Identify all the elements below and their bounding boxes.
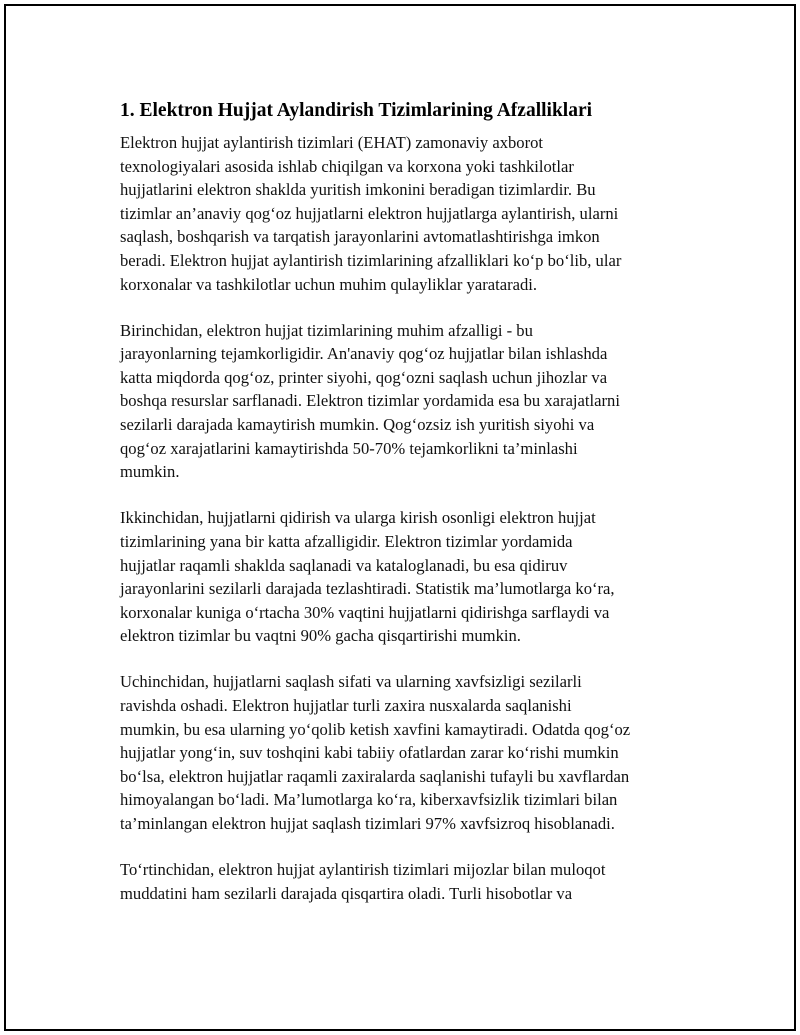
text-line: korxonalar kuniga o‘rtacha 30% vaqtini hujjatlarni qidirishga sarflaydi va [120, 602, 610, 622]
text-line: Ikkinchidan, hujjatlarni qidirish va ularga kirish osonligi elektron hujjat [120, 508, 596, 528]
text-line: texnologiyalari asosida ishlab chiqilgan va korxona yoki tashkilotlar [120, 156, 574, 176]
text-line: saqlash, boshqarish va tarqatish jarayonlarini avtomatlashtirishga imkon [120, 227, 600, 247]
section-heading: 1. Elektron Hujjat Aylandirish Tizimlarining Afzalliklari [120, 100, 593, 121]
text-line: Uchinchidan, hujjatlarni saqlash sifati va ularning xavfsizligi sezilarli [120, 672, 582, 692]
paragraphs [120, 131, 700, 905]
text-line: beradi. Elektron hujjat aylantirish tizimlarining afzalliklari ko‘p bo‘lib, ular [120, 250, 622, 270]
text-line: jarayonlarning tejamkorligidir. An'anaviy qog‘oz hujjatlar bilan ishlashda [120, 344, 608, 364]
text-line: mumkin, bu esa ularning yo‘qolib ketish xavfini kamaytiradi. Odatda qog‘oz [120, 719, 631, 739]
paragraph [120, 319, 700, 484]
text-line: himoyalangan bo‘ladi. Ma’lumotlarga ko‘ra, kiberxavfsizlik tizimlari bilan [120, 790, 618, 810]
text-line: ta’minlangan elektron hujjat saqlash tizimlari 97% xavfsizroq hisoblanadi. [120, 813, 615, 833]
text-line: tizimlar an’anaviy qog‘oz hujjatlarni elektron hujjatlarga aylantirish, ularni [120, 203, 619, 223]
text-line: To‘rtinchidan, elektron hujjat aylantirish tizimlari mijozlar bilan muloqot [120, 860, 606, 880]
paragraph [120, 131, 700, 296]
text-line: hujjatlar raqamli shaklda saqlanadi va kataloglanadi, bu esa qidiruv [120, 555, 568, 575]
text-line: muddatini ham sezilarli darajada qisqartira oladi. Turli hisobotlar va [120, 883, 573, 903]
text-line: hujjatlarini elektron shaklda yuritish imkonini beradigan tizimlardir. Bu [120, 180, 596, 200]
text-line: mumkin. [120, 462, 180, 482]
document-body [120, 98, 700, 928]
paragraph [120, 670, 700, 835]
text-line: katta miqdorda qog‘oz, printer siyohi, qog‘ozni saqlash uchun jihozlar va [120, 367, 608, 387]
text-line: Birinchidan, elektron hujjat tizimlarining muhim afzalligi - bu [120, 320, 533, 340]
text-line: hujjatlar yong‘in, suv toshqini kabi tabiiy ofatlardan zarar ko‘rishi mumkin [120, 743, 619, 763]
paragraph [120, 506, 700, 648]
text-line: boshqa resurslar sarflanadi. Elektron tizimlar yordamida esa bu xarajatlarni [120, 391, 620, 411]
text-line: Elektron hujjat aylantirish tizimlari (EHAT) zamonaviy axborot [120, 133, 544, 152]
text-line: jarayonlarini sezilarli darajada tezlashtiradi. Statistik ma’lumotlarga ko‘ra, [120, 579, 615, 599]
text-line: elektron tizimlar bu vaqtni 90% gacha qisqartirishi mumkin. [120, 626, 521, 646]
text-line: korxonalar va tashkilotlar uchun muhim qulayliklar yarataradi. [120, 274, 538, 294]
text-line: bo‘lsa, elektron hujjatlar raqamli zaxiralarda saqlanishi tufayli bu xavflardan [120, 766, 630, 786]
text-line: qog‘oz xarajatlarini kamaytirishda 50-70% tejamkorlikni ta’minlashi [120, 438, 578, 458]
page-frame [4, 4, 796, 1031]
text-line: sezilarli darajada kamaytirish mumkin. Qog‘ozsiz ish yuritish siyohi va [120, 415, 595, 435]
text-line: tizimlarining yana bir katta afzalligidir. Elektron tizimlar yordamida [120, 531, 573, 551]
text-line: ravishda oshadi. Elektron hujjatlar turli zaxira nusxalarda saqlanishi [120, 695, 572, 715]
paragraph [120, 858, 700, 905]
